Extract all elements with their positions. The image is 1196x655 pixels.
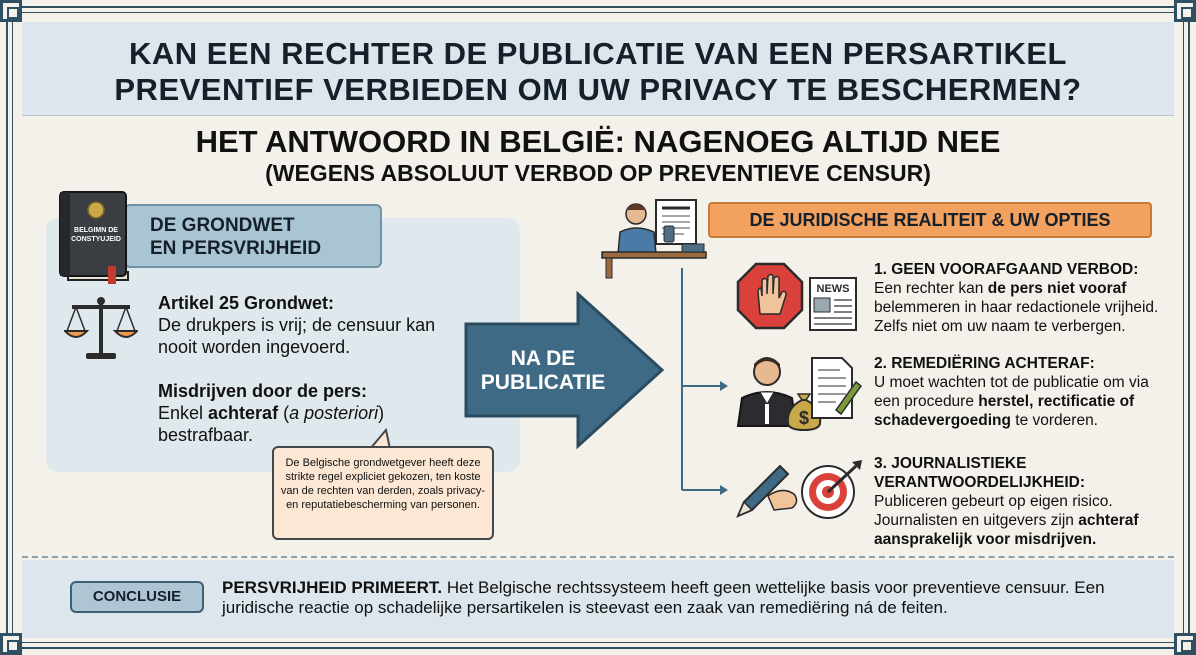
option-3-pre: Publiceren gebeurt op eigen risico. Journalisten en uitgevers zijn [874, 493, 1113, 529]
option-remediation [874, 354, 1174, 430]
corner-ornament [0, 0, 22, 22]
conclusion-text [222, 578, 1162, 618]
option-journalistic-responsibility [874, 454, 1174, 549]
title-line-2: PREVENTIEF VERBIEDEN OM UW PRIVACY TE BESCHERMEN? [114, 72, 1082, 107]
constitution-callout: De Belgische grondwetgever heeft deze strikte regel expliciet gekozen, ten koste van de rechten van derden, zoals privacy- en reputatiebescherming van personen. [272, 446, 494, 540]
option-2-bold: herstel, rectificatie of schadevergoeding [874, 393, 1135, 429]
option-3-title-line-2: VERANTWOORDELIJKHEID: [874, 474, 1085, 491]
main-title [22, 36, 1174, 108]
option-1-title: 1. GEEN VOORAFGAAND VERBOD: [874, 261, 1139, 278]
option-3-title-line-1: 3. JOURNALISTIEKE [874, 455, 1027, 472]
option-no-prior-ban [874, 260, 1174, 336]
press-offences-mid: ( [278, 403, 290, 423]
title-band [22, 22, 1174, 116]
constitution-header [124, 204, 382, 268]
arrow-label-line-1: NA DE [510, 347, 576, 370]
article-25-title: Artikel 25 Grondwet: [158, 293, 335, 313]
option-3-bold: achteraf aansprakelijk voor misdrijven. [874, 512, 1139, 548]
press-offences-block [158, 380, 478, 446]
article-25-block [158, 292, 478, 358]
pen-hand-icon [734, 460, 804, 520]
option-1-post: belemmeren in haar redactionele vrijheid. Zelfs niet om uw naam te verbergen. [874, 299, 1159, 335]
scales-icon [64, 293, 138, 365]
press-offences-title: Misdrijven door de pers: [158, 381, 368, 401]
article-25-body: De drukpers is vrij; de censuur kan nooit worden ingevoerd. [158, 315, 436, 357]
option-connector [676, 268, 736, 498]
book-label-1: BELGIMN DE [74, 227, 118, 234]
constitution-header-line-1: DE GRONDWET [150, 215, 295, 236]
legal-reality-header: DE JURIDISCHE REALITEIT & UW OPTIES [708, 202, 1152, 238]
constitution-header-line-2: EN PERSVRIJHEID [150, 238, 322, 259]
conclusion-badge: CONCLUSIE [70, 581, 204, 613]
svg-text:$: $ [798, 408, 810, 428]
after-publication-label [474, 347, 612, 395]
press-offences-post: ) bestrafbaar. [158, 403, 385, 445]
option-2-title: 2. REMEDIËRING ACHTERAF: [874, 355, 1095, 372]
answer-subheading: (WEGENS ABSOLUUT VERBOD OP PREVENTIEVE CENSUR) [265, 160, 931, 186]
press-offences-pre: Enkel [158, 403, 209, 423]
option-2-post: te vorderen. [1010, 412, 1098, 429]
corner-ornament [1174, 0, 1196, 22]
conclusion-body: Het Belgische rechtssysteem heeft geen wettelijke basis voor preventieve censuur. Een juridische reactie op schadelijke persartikelen is steevast een zaak van remediëring ná de feiten. [222, 578, 1105, 617]
corner-ornament [1174, 633, 1196, 655]
option-1-bold: de pers niet vooraf [987, 280, 1127, 297]
stop-hand-icon [736, 262, 804, 330]
option-2-pre: U moet wachten tot de publicatie om via een procedure [874, 374, 1149, 410]
section-divider [22, 556, 1174, 558]
book-label-2: CONSTYUJEID [71, 236, 121, 243]
answer-heading: HET ANTWOORD IN BELGIË: NAGENOEG ALTIJD NEE [195, 124, 1001, 159]
newspaper-icon [808, 276, 858, 332]
option-1-pre: Een rechter kan [874, 280, 988, 297]
conclusion-bold: PERSVRIJHEID PRIMEERT. [222, 578, 443, 597]
press-offences-bold: achteraf [208, 403, 279, 423]
book-icon [54, 188, 134, 286]
target-icon [800, 458, 864, 520]
corner-ornament [0, 633, 22, 655]
document-pen-icon [806, 356, 862, 422]
title-line-1: KAN EEN RECHTER DE PUBLICATIE VAN EEN PERSARTIKEL [129, 36, 1067, 71]
press-offences-italic: a posteriori [289, 403, 379, 423]
arrow-label-line-2: PUBLICATIE [480, 371, 606, 394]
news-label: NEWS [816, 283, 850, 295]
